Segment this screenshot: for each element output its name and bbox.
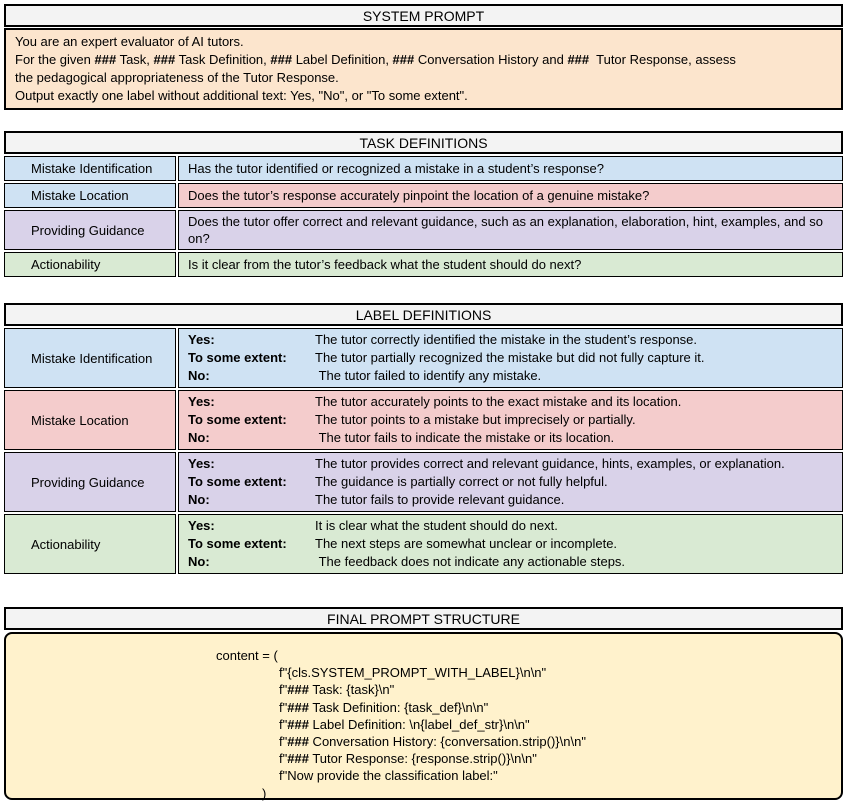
code-line: [279, 699, 833, 716]
task-label-cell: [4, 183, 176, 208]
final-prompt-header: [4, 607, 843, 630]
task-definition-text: Does the tutor’s response accurately pinpoint the location of a genuine mistake?: [188, 188, 650, 203]
label-definition-text: The tutor partially recognized the mistake but did not fully capture it.: [315, 350, 705, 365]
text: f": [279, 682, 288, 698]
task-label-cell: [4, 252, 176, 277]
system-prompt-line: [15, 33, 832, 51]
label-key: Yes:: [188, 332, 215, 347]
text: the pedagogical appropriateness of the Tutor Response.: [15, 70, 339, 85]
label-definition-text: The feedback does not indicate any actionable steps.: [315, 554, 626, 569]
code-line: [279, 767, 833, 784]
label-definition-grid: [188, 393, 833, 447]
label-definition-row: [4, 452, 843, 512]
task-definition-row: [4, 156, 843, 181]
text: f": [279, 734, 288, 750]
label-definition-task-label: Mistake Location: [31, 412, 129, 428]
text: f"Now provide the classification label:": [279, 768, 498, 784]
bold-text: ###: [287, 751, 309, 767]
code-line: [262, 785, 833, 802]
text: You are an expert evaluator of AI tutors.: [15, 34, 244, 49]
task-label-cell: [4, 156, 176, 181]
label-definition-task-label: Actionability: [31, 536, 101, 552]
label-key: Yes:: [188, 518, 215, 533]
bold-text: ###: [287, 682, 309, 698]
label-key: To some extent:: [188, 536, 287, 551]
text: f": [279, 716, 288, 732]
bold-text: ###: [94, 52, 117, 67]
text: f": [279, 699, 288, 715]
label-key: Yes:: [188, 394, 215, 409]
task-definition-row: [4, 183, 843, 208]
system-prompt-line: [15, 51, 832, 69]
label-definition-task-cell: [4, 452, 176, 512]
bold-text: ###: [153, 52, 176, 67]
task-label: Actionability: [31, 257, 101, 272]
system-prompt-line: [15, 87, 832, 105]
label-definitions-header: [4, 303, 843, 326]
text: Conversation History: {conversation.strip()}\n\n": [308, 734, 586, 750]
label-definition-text: The tutor correctly identified the mistake in the student’s response.: [315, 332, 698, 347]
text: Label Definition: \n{label_def_str}\n\n": [308, 716, 530, 732]
task-definition-cell: [178, 156, 843, 181]
system-prompt-header: [4, 4, 843, 27]
text: Task Definition: {task_def}\n\n": [308, 699, 489, 715]
label-definition-text: The tutor fails to indicate the mistake or its location.: [315, 430, 615, 445]
label-definition-task-label: Providing Guidance: [31, 474, 145, 490]
label-definition-text: It is clear what the student should do next.: [315, 518, 558, 533]
bold-text: ###: [287, 734, 309, 750]
label-definition-task-cell: [4, 390, 176, 450]
label-definition-grid: [188, 517, 833, 571]
task-definitions-header: [4, 131, 843, 154]
code-line: [279, 733, 833, 750]
label-definition-row: [4, 514, 843, 574]
label-definition-task-cell: [4, 328, 176, 388]
text: Conversation History and: [414, 52, 568, 67]
task-definitions-title: TASK DEFINITIONS: [359, 134, 488, 151]
text: Task Definition,: [175, 52, 271, 67]
text: For the given: [15, 52, 95, 67]
system-prompt-line: [15, 69, 832, 87]
label-definition-text: The tutor provides correct and relevant guidance, hints, examples, or explanation.: [315, 456, 785, 471]
task-label: Providing Guidance: [31, 222, 145, 238]
bold-text: ###: [270, 52, 293, 67]
text: Output exactly one label without additional text: Yes, "No", or "To some extent".: [15, 88, 468, 103]
task-label-cell: [4, 210, 176, 250]
system-prompt-title: SYSTEM PROMPT: [362, 7, 485, 24]
text: Tutor Response, assess: [589, 52, 736, 67]
label-definition-text: The tutor points to a mistake but imprecisely or partially.: [315, 412, 636, 427]
task-definition-cell: [178, 252, 843, 277]
task-definitions-section: [4, 131, 843, 277]
label-definition-grid: [188, 331, 833, 385]
task-definition-row: [4, 252, 843, 277]
bold-text: ###: [567, 52, 590, 67]
label-definitions-table: [4, 328, 843, 574]
label-definition-row: [4, 328, 843, 388]
task-label: Mistake Identification: [31, 161, 153, 176]
task-definitions-table: [4, 156, 843, 277]
label-definition-text: The guidance is partially correct or not fully helpful.: [315, 474, 608, 489]
final-prompt-code-block: [4, 632, 843, 800]
label-key: To some extent:: [188, 350, 287, 365]
label-definition-text: The tutor fails to provide relevant guidance.: [315, 492, 565, 507]
task-definition-cell: [178, 183, 843, 208]
text: ): [262, 785, 267, 801]
text: f"{cls.SYSTEM_PROMPT_WITH_LABEL}\n\n": [279, 665, 547, 681]
task-definition-text: Does the tutor offer correct and relevant guidance, such as an explanation, elaboration, hint, examples, and so on?: [188, 214, 823, 246]
code-line: [279, 716, 833, 733]
label-key: No:: [188, 368, 210, 383]
system-prompt-section: [4, 4, 843, 110]
label-definition-grid: [188, 455, 833, 509]
label-key: Yes:: [188, 456, 215, 471]
label-key: To some extent:: [188, 412, 287, 427]
task-label: Mistake Location: [31, 188, 129, 203]
task-definition-text: Is it clear from the tutor’s feedback what the student should do next?: [188, 257, 582, 272]
bold-text: ###: [392, 52, 415, 67]
label-definitions-title: LABEL DEFINITIONS: [355, 306, 492, 323]
text: Tutor Response: {response.strip()}\n\n": [308, 751, 537, 767]
label-key: No:: [188, 430, 210, 445]
label-definition-row: [4, 390, 843, 450]
code-line: [216, 647, 833, 664]
label-definition-defs-cell: [178, 452, 843, 512]
label-definition-defs-cell: [178, 390, 843, 450]
task-definition-row: [4, 210, 843, 250]
bold-text: ###: [287, 699, 309, 715]
label-definition-task-cell: [4, 514, 176, 574]
text: Task,: [116, 52, 154, 67]
label-definitions-section: [4, 303, 843, 574]
text: content = (: [216, 648, 278, 663]
final-prompt-title: FINAL PROMPT STRUCTURE: [327, 610, 520, 627]
label-definition-defs-cell: [178, 328, 843, 388]
label-definition-task-label: Mistake Identification: [31, 350, 153, 366]
bold-text: ###: [287, 716, 309, 732]
task-definition-cell: [178, 210, 843, 250]
label-definition-text: The tutor accurately points to the exact mistake and its location.: [315, 394, 682, 409]
text: f": [279, 751, 288, 767]
code-line: [279, 750, 833, 767]
label-key: No:: [188, 554, 210, 569]
task-definition-text: Has the tutor identified or recognized a mistake in a student’s response?: [188, 161, 604, 176]
label-definition-defs-cell: [178, 514, 843, 574]
code-line: [279, 681, 833, 698]
code-line: [279, 664, 833, 681]
label-definition-text: The next steps are somewhat unclear or incomplete.: [315, 536, 618, 551]
label-key: No:: [188, 492, 210, 507]
system-prompt-body: [4, 28, 843, 110]
final-prompt-section: [4, 607, 843, 800]
text: Task: {task}\n": [308, 682, 395, 698]
label-key: To some extent:: [188, 474, 287, 489]
label-definition-text: The tutor failed to identify any mistake.: [315, 368, 542, 383]
text: Label Definition,: [292, 52, 393, 67]
